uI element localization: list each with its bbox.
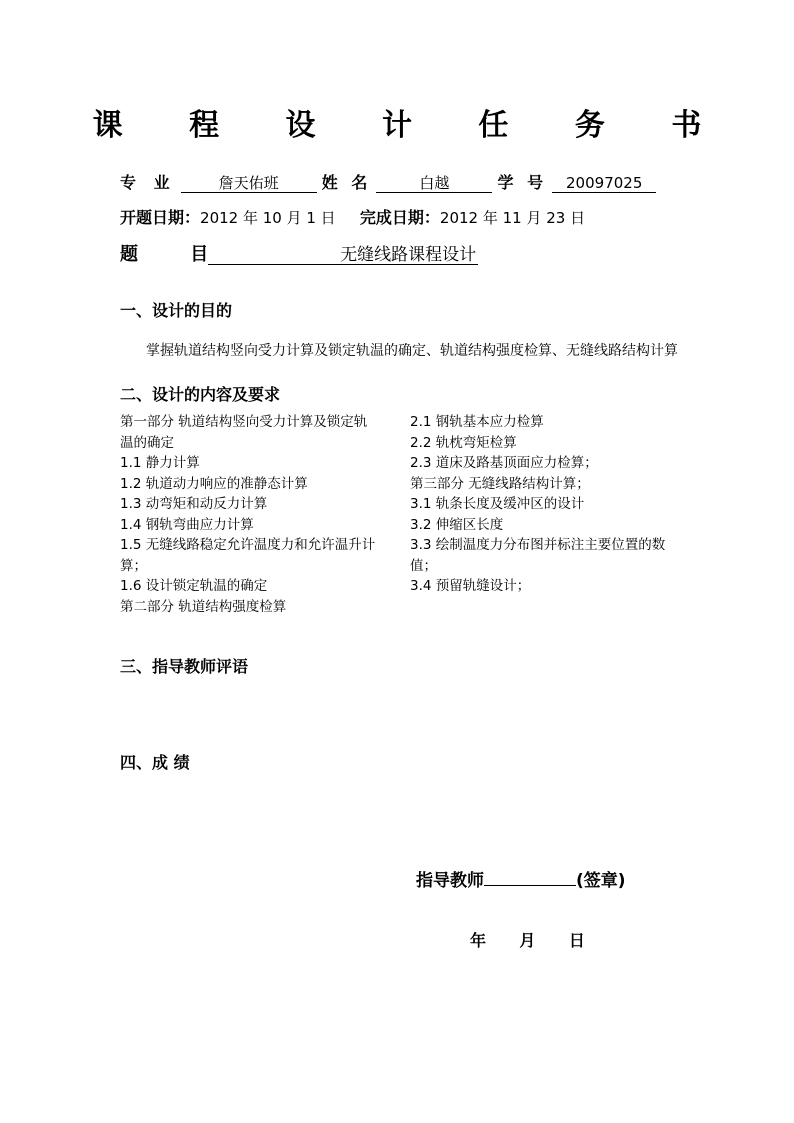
name-value: 白越 (376, 174, 492, 193)
list-item: 3.1 轨条长度及缓冲区的设计 (410, 496, 585, 512)
teacher-label: 指导教师 (416, 871, 484, 891)
list-item: 2.2 轨枕弯矩检算 (410, 434, 517, 451)
id-label: 学 号 (497, 173, 548, 192)
content-left-column (120, 412, 375, 617)
signature-line (416, 866, 626, 891)
signature-blank (484, 867, 576, 886)
list-item: 第二部分 轨道结构强度检算 (120, 598, 287, 615)
list-item: 1.4 钢轨弯曲应力计算 (120, 516, 254, 533)
list-item: 1.6 设计锁定轨温的确定 (120, 578, 268, 594)
end-date-value: 2012 年 11 月 23 日 (439, 209, 586, 227)
list-item: 温的确定 (120, 434, 174, 451)
section-1-text: 掌握轨道结构竖向受力计算及锁定轨温的确定、轨道结构强度检算、无缝线路结构计算 (146, 343, 678, 359)
info-line (120, 170, 656, 193)
section-1-heading: 一、设计的目的 (120, 301, 233, 320)
list-item: 3.2 伸缩区长度 (410, 516, 504, 533)
section-3-heading: 三、指导教师评语 (120, 657, 249, 676)
list-item: 第一部分 轨道结构竖向受力计算及锁定轨 (120, 414, 368, 430)
list-item: 1.5 无缝线路稳定允许温度力和允许温升计 (120, 537, 376, 553)
list-item: 第三部分 无缝线路结构计算； (410, 475, 590, 492)
end-date-label: 完成日期 (359, 208, 424, 227)
topic-label-1: 题 (120, 244, 138, 265)
list-item: 1.1 静力计算 (120, 455, 200, 471)
section-2-heading: 二、设计的内容及要求 (120, 385, 281, 404)
list-item: 值； (410, 557, 437, 574)
topic-value: 无缝线路课程设计 (208, 246, 478, 265)
major-value: 詹天佑班 (181, 174, 317, 193)
list-item: 1.3 动弯矩和动反力计算 (120, 496, 268, 512)
list-item: 3.4 预留轨缝设计； (410, 578, 531, 594)
content-right-column (410, 412, 665, 597)
topic-label-2: 目 (190, 244, 209, 265)
start-date-label: 开题日期 (120, 208, 185, 227)
section-4-heading: 四、成 绩 (120, 753, 190, 772)
id-value: 20097025 (552, 174, 656, 193)
name-label: 姓 名 (321, 173, 372, 192)
start-date-value: 2012 年 10 月 1 日 (200, 209, 336, 227)
list-item: 2.1 钢轨基本应力检算 (410, 414, 544, 430)
list-item: 3.3 绘制温度力分布图并标注主要位置的数 (410, 537, 666, 553)
list-item: 1.2 轨道动力响应的准静态计算 (120, 475, 308, 492)
dates-line: 开题日期：2012 年 10 月 1 日 完成日期：2012 年 11 月 23 日 (120, 208, 586, 227)
stamp-label: (签章) (576, 871, 626, 891)
list-item: 算； (120, 557, 147, 574)
major-label: 专 业 (120, 173, 176, 192)
list-item: 2.3 道床及路基顶面应力检算； (410, 455, 598, 471)
signature-date: 年 月 日 (470, 931, 585, 950)
page-title: 课 程 设 计 任 务 书 (92, 108, 730, 143)
topic-line (120, 240, 478, 266)
